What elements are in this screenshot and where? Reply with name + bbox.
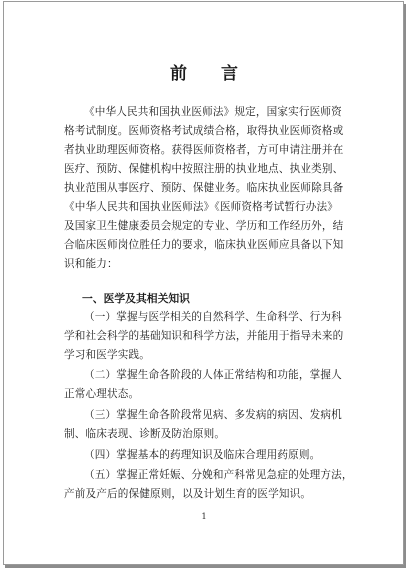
paragraph-line: 识和能力： [64,258,118,270]
paragraph-line: 学习和医学实践。 [64,349,150,361]
paragraph-line: 及国家卫生健康委员会规定的专业、学历和工作经历外，结 [64,220,344,232]
paragraph-line: 合临床医师岗位胜任力的要求，临床执业医师应具备以下知 [64,239,344,251]
paragraph-line: 制、临床表现、诊断及防治原则。 [64,428,226,440]
paragraph-line: 者执业助理医师资格。获得医师资格者，方可申请注册并在 [64,144,344,156]
section-heading: 一、医学及其相关知识 [82,292,190,305]
paragraph-line: （一）掌握与医学相关的自然科学、生命科学、行为科 [84,311,342,323]
paragraph-line: （三）掌握生命各阶段常见病、多发病的病因、发病机 [84,409,342,421]
paragraph-line: （二）掌握生命各阶段的人体正常结构和功能，掌握人 [84,369,342,381]
intro-paragraph [64,103,354,274]
item-paragraph-5 [64,466,354,504]
paragraph-line: （五）掌握正常妊娠、分娩和产科常见急症的处理方法， [84,469,353,481]
paragraph-line: 《中华人民共和国执业医师法》《医师资格考试暂行办法》 [64,201,339,213]
item-paragraph-3 [64,406,354,444]
page-number: 1 [201,512,207,521]
item-paragraph-4 [64,446,354,465]
page-title: 前 言 [170,64,252,84]
item-paragraph-2 [64,366,354,404]
paragraph-line: 医疗、预防、保健机构中按照注册的执业地点、执业类别、 [64,163,344,175]
item-paragraph-1 [64,308,354,365]
paragraph-line: 正常心理状态。 [64,388,140,400]
paragraph-line: （四）掌握基本的药理知识及临床合理用药原则。 [84,449,321,461]
paragraph-line: 格考试制度。医师资格考试成绩合格，取得执业医师资格或 [64,125,344,137]
paragraph-line: 执业范围从事医疗、预防、保健业务。临床执业医师除具备 [64,182,344,194]
paragraph-line: 产前及产后的保健原则，以及计划生育的医学知识。 [64,488,312,500]
paragraph-line: 《中华人民共和国执业医师法》规定，国家实行医师资 [84,106,342,118]
paragraph-line: 学和社会科学的基础知识和科学方法，并能用于指导未来的 [64,330,344,342]
